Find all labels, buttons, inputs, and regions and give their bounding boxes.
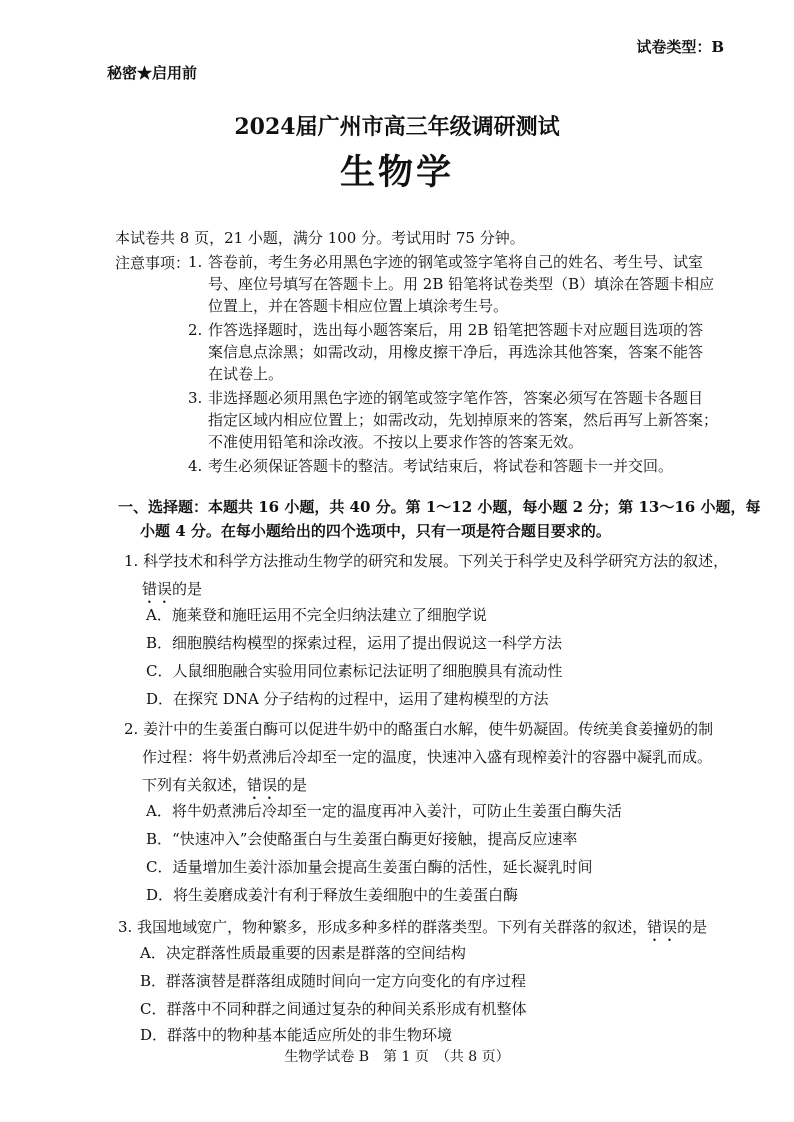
note-line: 考生必须保证答题卡的整洁。考试结束后，将试卷和答题卡一并交回。 xyxy=(208,457,674,475)
option-a: A．决定群落性质最重要的因素是群落的空间结构 xyxy=(140,944,466,962)
section-heading-cont: 小题 4 分。在每小题给出的四个选项中，只有一项是符合题目要求的。 xyxy=(140,522,611,540)
option-c: C．群落中不同种群之间通过复杂的种间关系形成有机整体 xyxy=(140,1000,527,1018)
option-d: D．在探究 DNA 分子结构的过程中，运用了建构模型的方法 xyxy=(146,690,549,708)
note-line: 号、座位号填写在答题卡上。用 2B 铅笔将试卷类型（B）填涂在答题卡相应 xyxy=(208,275,715,293)
option-d: D．将生姜磨成姜汁有利于释放生姜细胞中的生姜蛋白酶 xyxy=(146,886,519,904)
note-line: 位置上，并在答题卡相应位置上填涂考生号。 xyxy=(208,297,509,315)
question-tail-post: 的是 xyxy=(172,580,203,598)
note-line: 作答选择题时，选出每小题答案后，用 2B 铅笔把答题卡对应题目选项的答 xyxy=(208,321,704,339)
question-stem: 2. 姜汁中的生姜蛋白酶可以促进牛奶中的酪蛋白水解，使牛奶凝固。传统美食姜撞奶的制 xyxy=(124,720,714,738)
question-tail-post: 的是 xyxy=(677,918,708,936)
question-tail-pre: 下列有关叙述， xyxy=(142,776,248,794)
note-number: 3. xyxy=(188,389,203,407)
confidential-label: 秘密★启用前 xyxy=(107,64,198,82)
option-c: C．人鼠细胞融合实验用同位素标记法证明了细胞膜具有流动性 xyxy=(146,662,563,680)
emphasis-error: 错误 xyxy=(247,776,278,794)
note-line: 非选择题必须用黑色字迹的钢笔或签字笔作答，答案必须写在答题卡各题目 xyxy=(208,389,704,407)
question-stem xyxy=(118,916,707,945)
option-c: C．适量增加生姜汁添加量会提高生姜蛋白酶的活性，延长凝乳时间 xyxy=(146,858,593,876)
emphasis-error: 错误 xyxy=(142,580,173,598)
question-tail xyxy=(142,578,202,607)
option-b: B．“快速冲入”会使酪蛋白与生姜蛋白酶更好接触，提高反应速率 xyxy=(146,830,578,848)
note-number: 2. xyxy=(188,321,203,339)
option-a: A．施莱登和施旺运用不完全归纳法建立了细胞学说 xyxy=(146,606,487,624)
option-b: B．细胞膜结构模型的探索过程，运用了提出假说这一科学方法 xyxy=(146,634,563,652)
option-d: D．群落中的物种基本能适应所处的非生物环境 xyxy=(140,1026,453,1044)
note-line: 案信息点涂黑；如需改动，用橡皮擦干净后，再选涂其他答案，答案不能答 xyxy=(208,343,704,361)
question-tail-post: 的是 xyxy=(277,776,308,794)
note-number: 4. xyxy=(188,457,203,475)
note-line: 答卷前，考生务必用黑色字迹的钢笔或签字笔将自己的姓名、考生号、试室 xyxy=(208,253,704,271)
question-tail-pre: 3. 我国地域宽广，物种繁多，形成多种多样的群落类型。下列有关群落的叙述， xyxy=(118,918,648,936)
option-a: A．将牛奶煮沸后冷却至一定的温度再冲入姜汁，可防止生姜蛋白酶失活 xyxy=(146,802,622,820)
subject-title: 生物学 xyxy=(339,152,454,193)
question-tail xyxy=(142,774,307,803)
exam-title: 2024届广州市高三年级调研测试 xyxy=(234,114,560,140)
paper-type-label: 试卷类型：B xyxy=(636,38,724,56)
emphasis-error: 错误 xyxy=(647,918,678,936)
note-line: 不准使用铅笔和涂改液。不按以上要求作答的答案无效。 xyxy=(208,433,584,451)
note-line: 指定区域内相应位置上；如需改动，先划掉原来的答案，然后再写上新答案； xyxy=(208,411,719,429)
option-b: B．群落演替是群落组成随时间向一定方向变化的有序过程 xyxy=(140,972,527,990)
note-line: 在试卷上。 xyxy=(208,365,284,383)
question-stem: 1. 科学技术和科学方法推动生物学的研究和发展。下列关于科学史及科学研究方法的叙述， xyxy=(124,552,729,570)
page-footer: 生物学试卷 B 第 1 页 （共 8 页） xyxy=(284,1049,510,1065)
notes-label: 注意事项： xyxy=(115,254,191,272)
note-number: 1. xyxy=(188,253,203,271)
exam-intro: 本试卷共 8 页，21 小题，满分 100 分。考试用时 75 分钟。 xyxy=(115,229,525,247)
section-heading: 一、选择题：本题共 16 小题，共 40 分。第 1～12 小题，每小题 2 分；第 13～16 小题，每 xyxy=(118,498,761,516)
question-stem: 作过程：将牛奶煮沸后冷却至一定的温度，快速冲入盛有现榨姜汁的容器中凝乳而成。 xyxy=(142,748,713,766)
